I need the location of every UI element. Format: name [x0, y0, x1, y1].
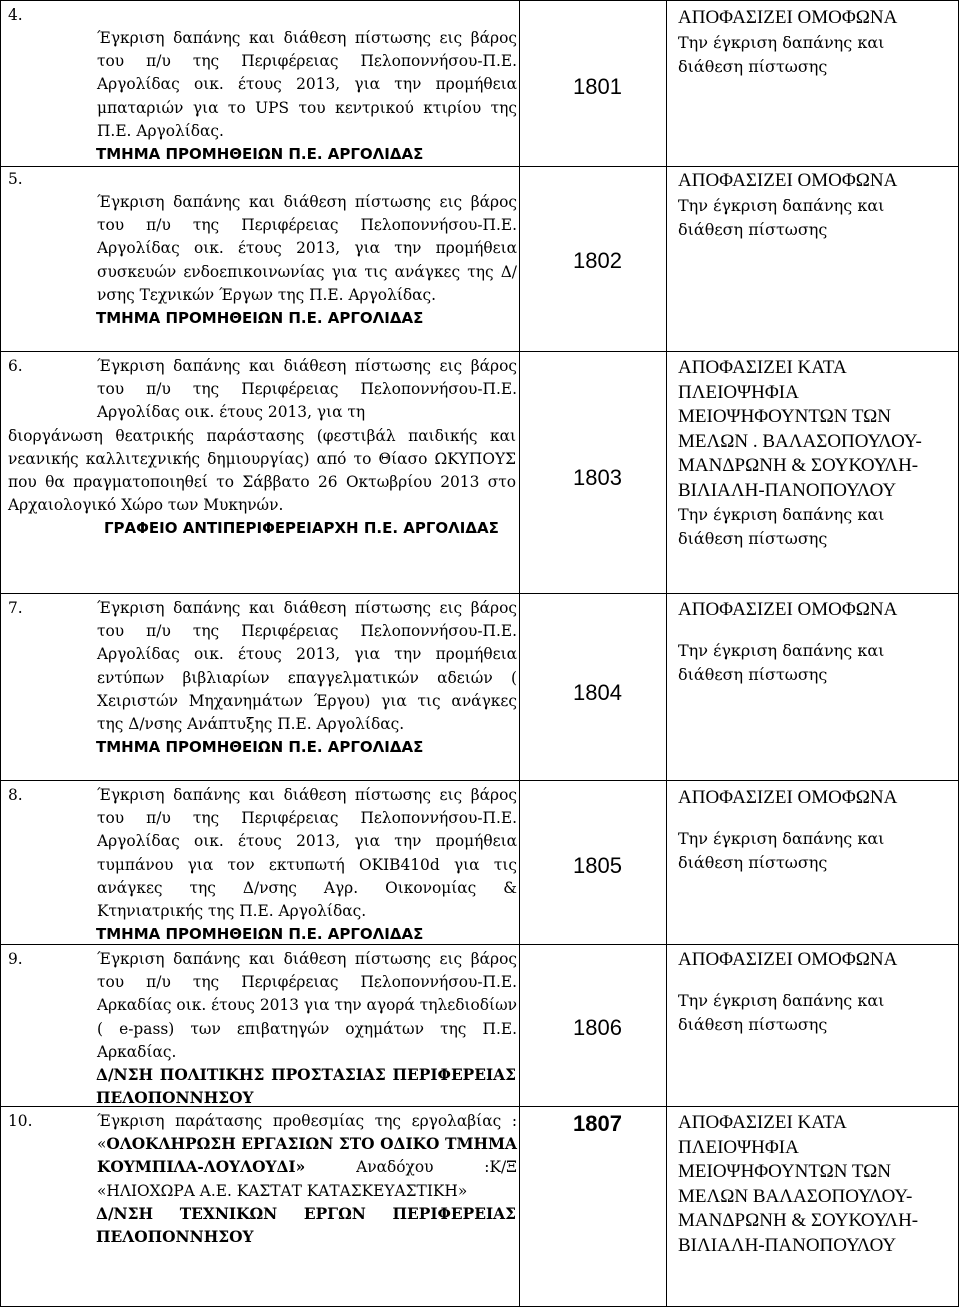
decision-result	[678, 948, 948, 1037]
item-number: 6.	[8, 357, 23, 375]
item-description-continued: διοργάνωση θεατρικής παράστασης (φεστιβάλ παιδικής και νεανικής καλλιτεχνικής δημιουργίας) από το Θίασο ΩΚΥΠΟΥΣ που θα πραγματοποιηθεί το Σάββατο 26 Οκτωβρίου 2013 στο Αρχαιολογικό Χώρο των Μυκηνών.	[8, 426, 516, 515]
decision-number: 1805	[573, 853, 622, 878]
result-body: Την έγκριση δαπάνης και διάθεση πίστωσης	[678, 32, 885, 76]
result-body: Την έγκριση δαπάνης και διάθεση πίστωσης	[678, 195, 885, 239]
item-number: 5.	[8, 170, 23, 188]
decision-result	[678, 598, 948, 687]
item-description: Έγκριση δαπάνης και διάθεση πίστωσης εις βάρος του π/υ της Περιφέρειας Πελοποννήσου-Π.Ε. Αρκαδίας οικ. έτους 2013 για την αγορά τηλεδιοδίων ( e-pass) των επιβατηγών οχημάτων της Π.Ε. Αρκαδίας.	[97, 950, 517, 1061]
row-divider	[0, 593, 959, 594]
table-row	[8, 784, 516, 946]
decision-result	[678, 786, 948, 875]
project-title: ΟΛΟΚΛΗΡΩΣΗ ΕΡΓΑΣΙΩΝ ΣΤΟ ΟΔΙΚΟ ΤΜΗΜΑ ΚΟΥΜΠΙΛΑ-ΛΟΥΛΟΥΔΙ»	[97, 1135, 517, 1177]
decision-result	[678, 6, 948, 79]
row-divider	[0, 780, 959, 781]
decision-number: 1807	[573, 1111, 622, 1136]
result-heading: ΑΠΟΦΑΣΙΖΕΙ ΚΑΤΑ ΠΛΕΙΟΨΗΦΙΑ ΜΕΙΟΨΗΦΟΥΝΤΩΝ ΤΩΝ ΜΕΛΩΝ ΒΑΛΑΣΟΠΟΥΛΟΥ-ΜΑΝΔΡΩΝΗ & ΣΟΥΚΟΥΛΗ-ΒΙΛΙΑΛΗ-ΠΑΝΟΠΟΥΛΟΥ	[678, 1112, 919, 1256]
table-row	[8, 948, 516, 1110]
item-department: ΤΜΗΜΑ ΠΡΟΜΗΘΕΙΩΝ Π.Ε. ΑΡΓΟΛΙΔΑΣ	[96, 145, 424, 164]
decision-number: 1802	[573, 248, 622, 273]
column-divider	[519, 0, 520, 1306]
result-heading: ΑΠΟΦΑΣΙΖΕΙ ΟΜΟΦΩΝΑ	[678, 787, 898, 808]
decision-result	[678, 169, 948, 242]
decision-result	[678, 1111, 948, 1258]
item-department: ΤΜΗΜΑ ΠΡΟΜΗΘΕΙΩΝ Π.Ε. ΑΡΓΟΛΙΔΑΣ	[96, 925, 424, 944]
item-description-prefix: Έγκριση παράτασης προθεσμίας της εργολαβίας : «	[97, 1112, 517, 1154]
result-heading: ΑΠΟΦΑΣΙΖΕΙ ΚΑΤΑ ΠΛΕΙΟΨΗΦΙΑ ΜΕΙΟΨΗΦΟΥΝΤΩΝ ΤΩΝ ΜΕΛΩΝ . ΒΑΛΑΣΟΠΟΥΛΟΥ-ΜΑΝΔΡΩΝΗ & ΣΟΥΚΟΥΛΗ-ΒΙΛΙΑΛΗ-ΠΑΝΟΠΟΥΛΟΥ	[678, 357, 922, 501]
item-description: Έγκριση δαπάνης και διάθεση πίστωσης εις βάρος του π/υ της Περιφέρειας Πελοποννήσου-Π.Ε. Αργολίδας οικ. έτους 2013, για την προμήθεια εντύπων βιβλιαρίων επαγγελματικών αδειών ( Χειριστών Μηχανημάτων Έργου) για τις ανάγκες της Δ/νσης Ανάπτυξης Π.Ε. Αργολίδας.	[97, 599, 517, 734]
decision-number: 1804	[573, 680, 622, 705]
item-description	[97, 1110, 517, 1203]
table-row	[8, 355, 516, 541]
item-description: Έγκριση δαπάνης και διάθεση πίστωσης εις βάρος του π/υ της Περιφέρειας Πελοποννήσου-Π.Ε. Αργολίδας οικ. έτους 2013, για την προμήθεια τυμπάνου για τον εκτυπωτή OKIB410d για τις ανάγκες της Δ/νσης Αγρ. Οικονομίας & Κτηνιατρικής της Π.Ε. Αργολίδας.	[97, 786, 517, 921]
table-row	[8, 168, 516, 330]
item-description: Έγκριση δαπάνης και διάθεση πίστωσης εις βάρος του π/υ της Περιφέρειας Πελοποννήσου-Π.Ε. Αργολίδας οικ. έτους 2013, για την προμήθεια συσκευών ενδοεπικοινωνίας για τις ανάγκες της Δ/νσης Τεχνικών Έργων της Π.Ε. Αργολίδας.	[97, 193, 517, 304]
result-body: Την έγκριση δαπάνης και διάθεση πίστωσης	[678, 828, 885, 872]
table-row	[8, 1110, 516, 1249]
item-number: 9.	[8, 950, 23, 968]
item-department: Δ/ΝΣΗ ΠΟΛΙΤΙΚΗΣ ΠΡΟΣΤΑΣΙΑΣ ΠΕΡΙΦΕΡΕΙΑΣ ΠΕΛΟΠΟΝΝΗΣΟΥ	[96, 1066, 516, 1108]
table-row	[8, 4, 516, 166]
decision-result	[678, 356, 948, 551]
item-department: ΤΜΗΜΑ ΠΡΟΜΗΘΕΙΩΝ Π.Ε. ΑΡΓΟΛΙΔΑΣ	[96, 738, 424, 757]
result-body: Την έγκριση δαπάνης και διάθεση πίστωσης	[678, 990, 885, 1034]
decision-number: 1803	[573, 465, 622, 490]
column-divider	[666, 0, 667, 1306]
table-border-left	[0, 0, 1, 1306]
item-description: Έγκριση δαπάνης και διάθεση πίστωσης εις βάρος του π/υ της Περιφέρειας Πελοποννήσου-Π.Ε. Αργολίδας οικ. έτους 2013, για την προμήθεια μπαταριών για το UPS του κεντρικού κτιρίου της Π.Ε. Αργολίδας.	[97, 29, 517, 140]
result-body: Την έγκριση δαπάνης και διάθεση πίστωσης	[678, 505, 885, 548]
decision-number: 1801	[573, 74, 622, 99]
table-border-right	[958, 0, 959, 1306]
row-divider	[0, 351, 959, 352]
item-number: 8.	[8, 786, 23, 804]
result-heading: ΑΠΟΦΑΣΙΖΕΙ ΟΜΟΦΩΝΑ	[678, 599, 898, 620]
table-row	[8, 597, 516, 759]
item-department: ΤΜΗΜΑ ΠΡΟΜΗΘΕΙΩΝ Π.Ε. ΑΡΓΟΛΙΔΑΣ	[96, 309, 424, 328]
result-heading: ΑΠΟΦΑΣΙΖΕΙ ΟΜΟΦΩΝΑ	[678, 170, 898, 191]
row-divider	[0, 0, 959, 1]
row-divider	[0, 1306, 959, 1307]
item-description: Έγκριση δαπάνης και διάθεση πίστωσης εις βάρος του π/υ της Περιφέρειας Πελοποννήσου-Π.Ε. Αργολίδας οικ. έτους 2013, για τη	[97, 357, 517, 422]
item-department: Δ/ΝΣΗ ΤΕΧΝΙΚΩΝ ΕΡΓΩΝ ΠΕΡΙΦΕΡΕΙΑΣ ΠΕΛΟΠΟΝΝΗΣΟΥ	[96, 1204, 516, 1247]
result-body: Την έγκριση δαπάνης και διάθεση πίστωσης	[678, 640, 885, 684]
item-description-suffix: Αναδόχου :Κ/Ξ «ΗΛΙΟΧΩΡΑ Α.Ε. ΚΑΣΤΑΤ ΚΑΤΑΣΚΕΥΑΣΤΙΚΗ»	[97, 1158, 517, 1200]
item-number: 7.	[8, 599, 23, 617]
item-department: ΓΡΑΦΕΙΟ ΑΝΤΙΠΕΡΙΦΕΡΕΙΑΡΧΗ Π.Ε. ΑΡΓΟΛΙΔΑΣ	[104, 519, 499, 538]
decision-number: 1806	[573, 1015, 622, 1040]
result-heading: ΑΠΟΦΑΣΙΖΕΙ ΟΜΟΦΩΝΑ	[678, 7, 898, 28]
result-heading: ΑΠΟΦΑΣΙΖΕΙ ΟΜΟΦΩΝΑ	[678, 949, 898, 970]
item-number: 4.	[8, 6, 23, 24]
item-number: 10.	[8, 1112, 33, 1130]
